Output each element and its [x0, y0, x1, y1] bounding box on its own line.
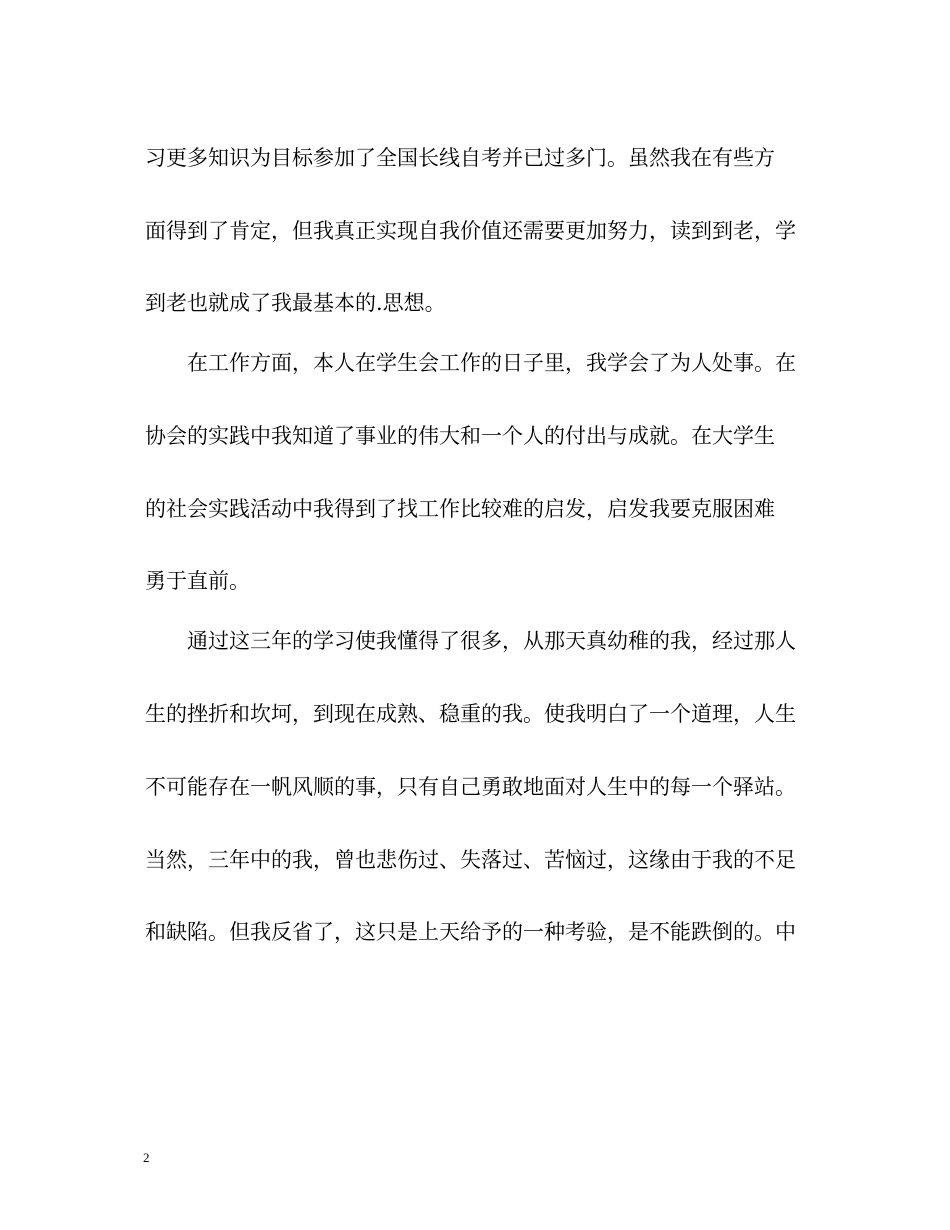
body-text-line: 和缺陷。但我反省了，这只是上天给予的一种考验，是不能跌倒的。中	[145, 920, 796, 944]
page-number: 2	[143, 1150, 150, 1165]
body-text-line: 勇于直前。	[145, 569, 250, 593]
body-text-line: 不可能存在一帆风顺的事，只有自己勇敢地面对人生中的每一个驿站。	[145, 775, 796, 799]
body-text-line: 面得到了肯定，但我真正实现自我价值还需要更加努力，读到到老，学	[145, 219, 796, 243]
paragraph-first-line: 通过这三年的学习使我懂得了很多，从那天真幼稚的我，经过那人	[187, 629, 796, 653]
body-text-line: 到老也就成了我最基本的.思想。	[145, 291, 446, 315]
body-text-line: 当然，三年中的我，曾也悲伤过、失落过、苦恼过，这缘由于我的不足	[145, 848, 796, 872]
body-text-line: 生的挫折和坎坷，到现在成熟、稳重的我。使我明白了一个道理，人生	[145, 702, 796, 726]
body-text-line: 协会的实践中我知道了事业的伟大和一个人的付出与成就。在大学生	[145, 424, 775, 448]
body-text-line: 习更多知识为目标参加了全国长线自考并已过多门。虽然我在有些方	[145, 146, 775, 170]
body-text-line: 的社会实践活动中我得到了找工作比较难的启发，启发我要克服困难	[145, 497, 775, 521]
paragraph-first-line: 在工作方面，本人在学生会工作的日子里，我学会了为人处事。在	[187, 351, 796, 375]
